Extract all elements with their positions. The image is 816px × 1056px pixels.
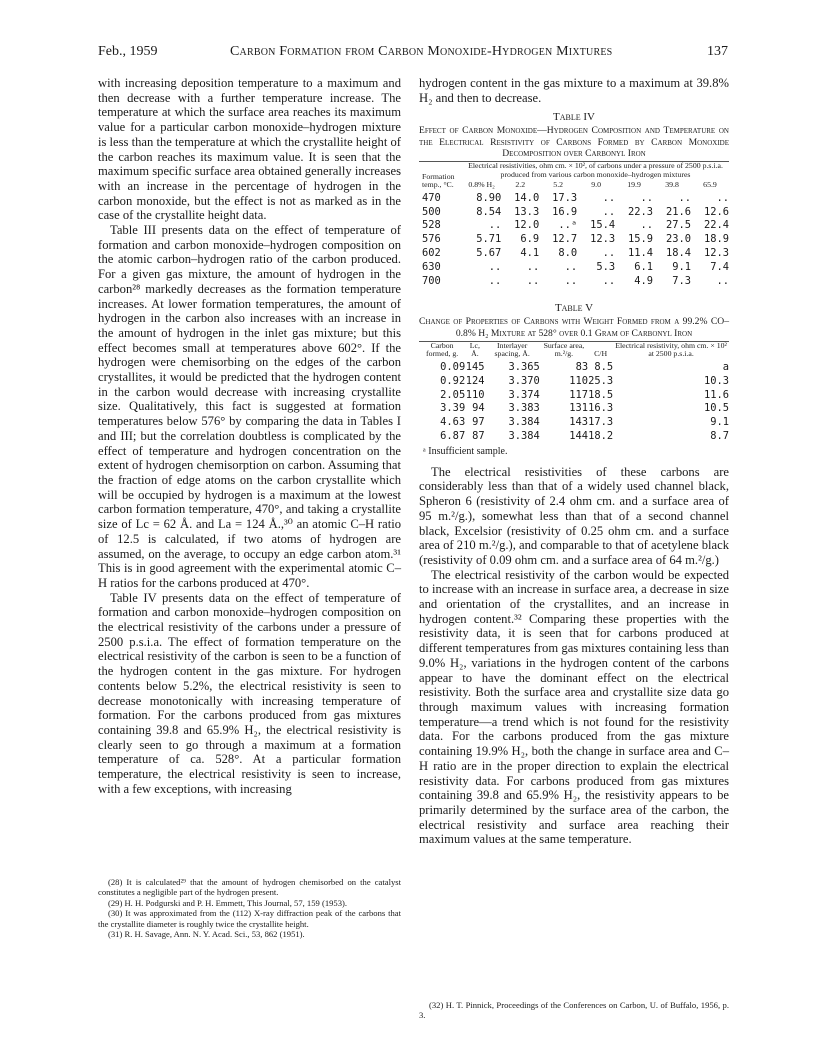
table-cell: 144 bbox=[569, 429, 589, 442]
paragraph: Table IV presents data on the effect of temperature of formation and carbon monoxide–hydrogen composition on the electrical resistivity of the carbons under a pressure of 2500 p.s.i.a. The effect of formation temperature on the electrical resistivity of the carbon is seen to be a function of the hydrogen content in the gas mixture. For hydrogen contents below 5.2%, the electrical resistivity is seen to decrease monotonically with increasing temperature of formation. For the carbons produced from gas mixtures containing 39.8 and 65.9% H₂, the electrical resistivity is clearly seen to go through a maximum at a formation temperature of ca. 528°. At a particular formation temperature, the electrical resistivity is seen to increase, with a few exceptions, with increasing bbox=[98, 590, 401, 796]
table-cell: 2.05 bbox=[440, 388, 466, 401]
table-cell: .. bbox=[602, 246, 616, 259]
table-row bbox=[419, 233, 729, 247]
table-cell: 7.4 bbox=[710, 260, 729, 273]
table-caption: Effect of Carbon Monoxide—Hydrogen Composition and Temperature on the Electrical Resistivity of Carbons Formed by Carbon Monoxide Decomposition over Carbonyl Iron bbox=[419, 125, 729, 159]
table-iv bbox=[419, 111, 729, 288]
paragraph: hydrogen content in the gas mixture to a maximum at 39.8% H₂ and then to decrease. bbox=[419, 76, 729, 105]
table-cell: 15.4 bbox=[590, 219, 616, 232]
table-cell: 18.2 bbox=[588, 429, 614, 442]
column-header: 2.2 bbox=[515, 180, 526, 190]
column-header: Interlayer spacing, Å. bbox=[494, 340, 530, 359]
table-cell: 630 bbox=[422, 260, 441, 273]
table-cell: .. bbox=[564, 274, 578, 287]
column-header: Electrical resistivity, ohm cm. × 10² at 2500 p.s.i.a. bbox=[615, 340, 727, 359]
table-cell: 18.9 bbox=[703, 233, 729, 246]
table-cell: 3.384 bbox=[508, 429, 540, 442]
table-cell: 8.0 bbox=[558, 246, 578, 259]
table-cell: 6.1 bbox=[634, 260, 654, 273]
table-row bbox=[419, 261, 729, 275]
table-cell: 18.5 bbox=[588, 388, 614, 401]
column-header: 65.9 bbox=[703, 180, 717, 190]
table-cell: .. bbox=[526, 260, 540, 273]
table-cell: .. bbox=[602, 205, 616, 218]
table-cell: 7.3 bbox=[672, 274, 692, 287]
paragraph: with increasing deposition temperature to a maximum and then decrease with a further temperature increase. The temperature at which the surface area reaches its maximum value for a particular carbon monoxide–hydrogen mixture is less than the temperature at which the crystallite height of the carbon reaches its maximum value. It is seen that the maximum specific surface area obtained generally increases with an increase in the percentage of hydrogen in the carbon monoxide, but the effect is not as marked as in the case of the crystallite height data. bbox=[98, 76, 401, 223]
column-header: Formation temp., °C. bbox=[422, 171, 455, 190]
table-cell: 6.87 bbox=[440, 429, 466, 442]
table-cell: .. bbox=[488, 274, 502, 287]
table-row bbox=[419, 219, 729, 233]
table-cell: .. bbox=[526, 274, 540, 287]
table-cell: a bbox=[722, 360, 729, 373]
table-cell: 12.3 bbox=[590, 233, 616, 246]
table-cell: 110 bbox=[465, 388, 485, 401]
table-row bbox=[419, 402, 729, 416]
table-cell: .. bbox=[564, 260, 578, 273]
table-cell: .. bbox=[488, 219, 502, 232]
footnote: (31) R. H. Savage, Ann. N. Y. Acad. Sci., 53, 862 (1951). bbox=[108, 929, 305, 940]
running-head bbox=[98, 44, 728, 62]
table-cell: 110 bbox=[569, 374, 589, 387]
table-cell: 12.6 bbox=[703, 205, 729, 218]
footnote: (28) It is calculated²⁹ that the amount of hydrogen chemisorbed on the catalyst constitutes a negligible part of the hydrogen present. bbox=[98, 877, 401, 898]
table-cell: 3.384 bbox=[508, 416, 540, 429]
table-cell: ..ᵃ bbox=[558, 219, 578, 232]
table-cell: 17.3 bbox=[588, 416, 614, 429]
table-cell: 17.3 bbox=[552, 191, 578, 204]
table-cell: 8.5 bbox=[594, 360, 614, 373]
footnote: (30) It was approximated from the (112) X-ray diffraction peak of the carbons that the crystallite diameter is roughly twice the crystallite height. bbox=[98, 908, 401, 929]
column-header: C/H bbox=[594, 349, 608, 359]
table-cell: 117 bbox=[569, 388, 589, 401]
table-cell: 16.3 bbox=[588, 402, 614, 415]
table-cell: 22.3 bbox=[628, 205, 654, 218]
footnotes-right bbox=[419, 1000, 729, 1021]
table-cell: .. bbox=[716, 274, 729, 287]
paragraph: The electrical resistivities of these carbons are considerably less than that of a widely used channel black, Spheron 6 (resistivity of 2.4 ohm cm. and a surface area of 95 m.²/g.), somewhat less than that of a second channel black, Excelsior (resistivity of 0.25 ohm cm. and a surface area of 210 m.²/g.), and comparable to that of acetylene black (resistivity of 0.09 ohm cm. and a surface area of 64 m.²/g.) bbox=[419, 464, 729, 567]
table-cell: .. bbox=[602, 191, 616, 204]
table-cell: 12.3 bbox=[703, 246, 729, 259]
table-cell: 9.1 bbox=[710, 416, 729, 429]
page-number: 137 bbox=[707, 44, 728, 59]
properties-table bbox=[419, 341, 729, 444]
table-cell: 131 bbox=[569, 402, 589, 415]
table-cell: 3.374 bbox=[508, 388, 540, 401]
table-cell: 94 bbox=[472, 402, 485, 415]
table-caption: Change of Properties of Carbons with Weight Formed from a 99.2% CO–0.8% H₂ Mixture at 528° over 0.1 Gram of Carbonyl Iron bbox=[419, 316, 729, 339]
right-column bbox=[419, 76, 729, 847]
table-cell: 22.4 bbox=[703, 219, 729, 232]
table-cell: 8.54 bbox=[476, 205, 502, 218]
table-cell: .. bbox=[602, 274, 616, 287]
footnotes-left bbox=[98, 877, 401, 939]
table-cell: 602 bbox=[422, 246, 441, 259]
table-cell: .. bbox=[640, 191, 654, 204]
table-cell: 83 bbox=[575, 360, 589, 373]
table-cell: 14.0 bbox=[514, 191, 540, 204]
column-group-header: Electrical resistivities, ohm cm. × 10², of carbons under a pressure of 2500 p.s.i.a. produced from various carbon monoxide–hydrogen mixtures bbox=[468, 161, 723, 179]
header-row bbox=[419, 341, 729, 361]
table-cell: 5.3 bbox=[596, 260, 616, 273]
paragraph: The electrical resistivity of the carbon would be expected to increase with an increase in surface area, a decrease in size and orientation of the crystallites, and an increase in hydrogen content.³² Comparing these properties with the resistivity data, it is seen that for carbons produced at different temperatures from gas mixtures containing less than 9.0% H₂, variations in the hydrogen content of the carbons appear to have the dominant effect on the electrical resistivity. Both the surface area and crystallite size data go through maximum values with increasing formation temperature—a trend which is not found for the resistivity data. For the carbons produced from the gas mixture containing 19.9% H₂, both the change in surface area and C–H ratio are in the proper direction to explain the electrical resistivity data. For carbons produced from gas mixtures containing 39.8 and 65.9% H₂, the resistivity appears to be primarily determined by the surface area of the carbon, the electrical resistivity and surface area reaching their maximum values at the same temperature. bbox=[419, 567, 729, 847]
table-cell: 97 bbox=[472, 416, 485, 429]
table-cell: 143 bbox=[569, 416, 589, 429]
issue-date: Feb., 1959 bbox=[98, 44, 158, 59]
table-cell: 18.4 bbox=[665, 246, 692, 259]
table-cell: .. bbox=[488, 260, 502, 273]
table-cell: 3.365 bbox=[508, 360, 540, 373]
table-cell: 576 bbox=[422, 233, 441, 246]
table-cell: 4.9 bbox=[634, 274, 654, 287]
table-row bbox=[419, 247, 729, 261]
resistivity-table bbox=[419, 161, 729, 288]
table-cell: 15.9 bbox=[628, 233, 654, 246]
table-cell: 145 bbox=[465, 360, 485, 373]
left-column bbox=[98, 76, 401, 796]
table-cell: 16.9 bbox=[552, 205, 578, 218]
paragraph: Table III presents data on the effect of temperature of formation and carbon monoxide–hydrogen composition on the atomic carbon–hydrogen ratio of the carbon produced. For a given gas mixture, the amount of hydrogen in the carbon²⁸ markedly decreases as the formation temperature increases. At lower formation temperatures, the amount of hydrogen in the carbon also increases with an increase in the amount of hydrogen in the inlet gas mixture; but this effect becomes small at temperatures above 602°. If the hydrogen were chemisorbing on the edges of the carbon crystallites, it would be predicted that the hydrogen content in the carbon would decrease with increasing crystallite size. Qualitatively, this fact is suggested at formation temperatures below 576° by comparing the data in Tables I and III; but the correlation doubtless is complicated by the effect of temperature and hydrogen concentration on the extent of hydrogen chemisorption on carbon. Assuming that the fraction of edge atoms on the carbon crystallite which will be occupied by hydrogen is a maximum at the lowest carbon formation temperature, 470°, and taking a crystallite size of Lc = 62 Å. and La = 124 Å.,³⁰ an atomic C–H ratio of 12.5 is calculated, if two atoms of hydrogen are assumed, on the average, to occupy an edge carbon atom.³¹ This is in good agreement with the experimental atomic C–H ratios for the carbons produced at 470°. bbox=[98, 223, 401, 590]
table-cell: 4.1 bbox=[520, 246, 540, 259]
table-cell: 10.5 bbox=[703, 402, 729, 415]
table-row bbox=[419, 192, 729, 206]
column-header: 19.9 bbox=[627, 180, 641, 190]
table-cell: 0.92 bbox=[440, 374, 466, 387]
header-row bbox=[419, 181, 729, 192]
table-cell: 27.5 bbox=[665, 219, 692, 232]
table-note: ᵃ Insufficient sample. bbox=[423, 445, 508, 457]
running-title: Carbon Formation from Carbon Monoxide-Hydrogen Mixtures bbox=[230, 44, 613, 59]
table-cell: 0.09 bbox=[440, 360, 466, 373]
table-cell: 8.7 bbox=[710, 429, 729, 442]
table-cell: 23.0 bbox=[665, 233, 692, 246]
table-row bbox=[419, 361, 729, 375]
column-header: Surface area, m.²/g. bbox=[543, 340, 585, 359]
table-cell: 9.1 bbox=[672, 260, 692, 273]
table-cell: 12.0 bbox=[514, 219, 540, 232]
table-cell: 4.63 bbox=[440, 416, 466, 429]
table-cell: 25.3 bbox=[588, 374, 614, 387]
column-header: Lc, Å. bbox=[469, 340, 480, 359]
table-row bbox=[419, 275, 729, 289]
table-label: Table V bbox=[554, 302, 594, 315]
column-header: 9.0 bbox=[591, 180, 601, 190]
table-cell: 11.6 bbox=[703, 388, 729, 401]
footnote: (29) H. H. Podgurski and P. H. Emmett, This Journal, 57, 159 (1953). bbox=[108, 897, 348, 908]
table-cell: 470 bbox=[422, 191, 441, 204]
table-cell: 10.3 bbox=[703, 374, 729, 387]
table-cell: 528 bbox=[422, 219, 441, 232]
table-cell: 3.383 bbox=[508, 402, 540, 415]
table-cell: 12.7 bbox=[552, 233, 578, 246]
table-cell: .. bbox=[716, 191, 729, 204]
table-cell: 21.6 bbox=[665, 205, 692, 218]
table-cell: 87 bbox=[472, 429, 485, 442]
table-cell: 6.9 bbox=[520, 233, 540, 246]
table-cell: 11.4 bbox=[628, 246, 654, 259]
column-header: 5.2 bbox=[553, 180, 564, 190]
table-cell: 500 bbox=[422, 205, 441, 218]
table-cell: 5.67 bbox=[476, 246, 502, 259]
table-row bbox=[419, 375, 729, 389]
table-cell: .. bbox=[640, 219, 654, 232]
table-cell: 13.3 bbox=[514, 205, 540, 218]
table-cell: 700 bbox=[422, 274, 441, 287]
footnote: (32) H. T. Pinnick, Proceedings of the Conferences on Carbon, U. of Buffalo, 1956, p. 3. bbox=[419, 1000, 729, 1021]
table-row bbox=[419, 206, 729, 220]
table-cell: 3.370 bbox=[508, 374, 540, 387]
table-cell: 8.90 bbox=[476, 191, 502, 204]
table-cell: .. bbox=[678, 191, 692, 204]
table-v bbox=[419, 302, 729, 456]
table-cell: 3.39 bbox=[440, 402, 466, 415]
table-label: Table IV bbox=[553, 111, 595, 124]
table-row bbox=[419, 416, 729, 430]
column-header: Carbon formed, g. bbox=[425, 340, 459, 359]
table-cell: 124 bbox=[465, 374, 485, 387]
table-row bbox=[419, 430, 729, 444]
column-header: 39.8 bbox=[665, 180, 679, 190]
table-cell: 5.71 bbox=[476, 233, 502, 246]
table-row bbox=[419, 389, 729, 403]
column-header: 0.8% H₂ bbox=[468, 180, 495, 190]
